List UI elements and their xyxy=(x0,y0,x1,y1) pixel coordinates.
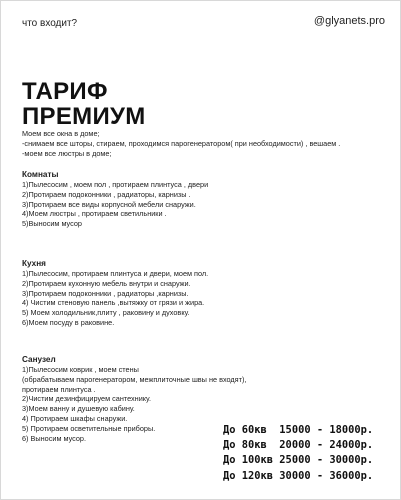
list-item: 1)Пылесосим , моем пол , протираем плинтуса , двери xyxy=(22,180,209,189)
list-item: 2)Протираем подоконники , радиаторы, карнизы . xyxy=(22,189,191,199)
list-item: 3)Моем ванну и душевую кабину. xyxy=(22,404,135,414)
list-item: 1)Пылесосим коврик , моем стены xyxy=(22,365,139,374)
price-row: До 60кв 15000 - 18000р. xyxy=(223,424,374,436)
list-item: 4) Протираем шкафы снаружи. xyxy=(22,413,128,423)
intro-line: -моем все люстры в доме; xyxy=(22,148,112,158)
list-item: 1)Пылесосим, протираем плинтуса и двери, моем пол. xyxy=(22,269,209,278)
list-item: 3)Протираем подоконники , радиаторы ,карнизы. xyxy=(22,288,189,298)
kitchen-title: Кухня xyxy=(22,259,46,268)
title-line-1: ТАРИФ xyxy=(22,78,108,105)
rooms-section xyxy=(22,169,208,229)
list-item: 2)Протираем кухонную мебель внутри и снаружи. xyxy=(22,278,191,288)
list-item: 5)Выносим мусор xyxy=(22,219,82,229)
price-row: До 100кв 25000 - 30000р. xyxy=(223,454,374,467)
list-item: 5) Моем холодильник,плиту , раковину и духовку. xyxy=(22,308,190,318)
instagram-handle: @glyanets.pro xyxy=(313,15,385,27)
list-item: 5) Протираем осветительные приборы. xyxy=(22,423,156,433)
intro-line: Моем все окна в доме; xyxy=(22,129,100,138)
list-item: протираем плинтуса . xyxy=(22,384,96,394)
list-item: 6) Выносим мусор. xyxy=(22,433,87,443)
list-item: 6)Моем посуду в раковине. xyxy=(22,317,115,327)
bathroom-title: Санузел xyxy=(22,355,56,364)
intro-list xyxy=(22,129,340,158)
header-left-text: что входит? xyxy=(22,18,78,29)
list-item: 2)Чистим дезинфицируем сантехнику. xyxy=(22,394,151,404)
tariff-title xyxy=(22,79,146,129)
price-row: До 120кв 30000 - 36000р. xyxy=(223,469,374,482)
bathroom-section xyxy=(22,354,246,443)
list-item: 4)Моем люстры , протираем светильники . xyxy=(22,209,167,219)
price-row: До 80кв 20000 - 24000р. xyxy=(223,439,374,452)
price-list xyxy=(223,423,373,484)
list-item: (обрабатываем парогенератором, межплиточные швы не входят), xyxy=(22,374,247,384)
kitchen-section xyxy=(22,258,208,328)
list-item: 4) Чистим стеновую панель ,вытяжку от грязи и жира. xyxy=(22,298,205,308)
list-item: 3)Протираем все виды корпусной мебели снаружи. xyxy=(22,199,196,209)
intro-line: -снимаем все шторы, стираем, проходимся парогенератором( при необходимости) , вешаем . xyxy=(22,138,341,148)
rooms-title: Комнаты xyxy=(22,170,59,179)
title-line-2: ПРЕМИУМ xyxy=(22,103,146,130)
